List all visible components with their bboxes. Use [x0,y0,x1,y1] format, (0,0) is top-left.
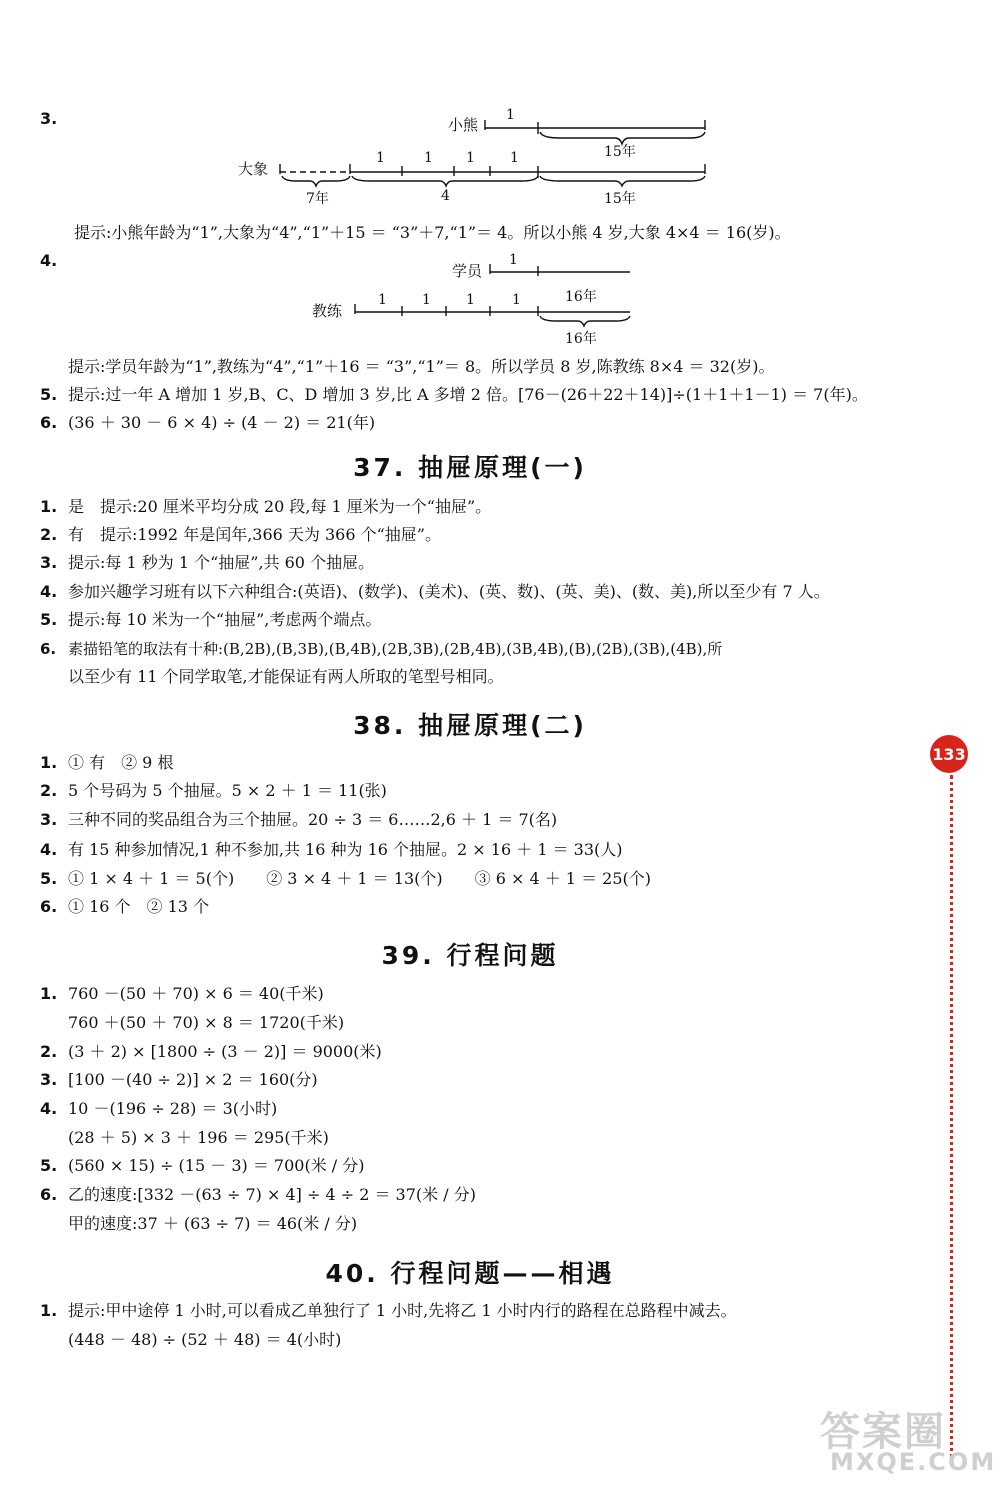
s38-item-6: 6. ① 16 个 ② 13 个 [40,897,210,916]
q3-seg-15-top: 15年 [604,144,636,160]
s39-item-4: 4. 10 －(196 ÷ 28) ＝ 3(小时) [40,1099,278,1118]
q3-daxiang-line [280,164,705,186]
q3-seg-1d: 1 [510,150,519,166]
q3-label-xiaoxiong: 小熊 [448,116,479,134]
s38-item-5: 5. ① 1 × 4 ＋ 1 ＝ 5(个) ② 3 × 4 ＋ 1 ＝ 13(个) ③ 6 × 4 ＋ 1 ＝ 25(个) [40,869,651,888]
q4-seg-16-top: 16年 [565,289,597,305]
q4-jiaolian-line [355,304,630,326]
q3-number: 3. [40,109,58,128]
s37-item-4: 4. 参加兴趣学习班有以下六种组合:(英语)、(数学)、(美术)、(英、数)、(英、美)、(数、美),所以至少有 7 人。 [40,582,830,601]
watermark-line2: MXQE.COM [830,1448,997,1476]
s37-item-6: 6. 素描铅笔的取法有十种:(B,2B),(B,3B),(B,4B),(2B,3B),(2B,4B),(3B,4B),(B),(2B),(3B),(4B),所 [40,640,723,658]
q3-seg-7: 7年 [306,191,329,207]
q4-number: 4. [40,251,58,270]
s37-item-6-cont: 以至少有 11 个同学取笔,才能保证有两人所取的笔型号相同。 [68,667,504,686]
s37-item-5: 5. 提示:每 10 米为一个“抽屉”,考虑两个端点。 [40,610,382,629]
q4-seg-16-bottom: 16年 [565,331,597,347]
q3-seg-1c: 1 [466,150,475,166]
q4-label-xueyuan: 学员 [452,262,483,280]
s37-item-3: 3. 提示:每 1 秒为 1 个“抽屉”,共 60 个抽屉。 [40,553,375,572]
s39-item-1-cont: 760 ＋(50 ＋ 70) × 8 ＝ 1720(千米) [68,1013,345,1032]
q3-seg-1b: 1 [424,150,433,166]
s39-item-4-cont: (28 ＋ 5) × 3 ＋ 196 ＝ 295(千米) [68,1128,329,1147]
section-40-title: 40. 行程问题——相遇 [325,1259,615,1288]
s39-item-3: 3. [100 －(40 ÷ 2)] × 2 ＝ 160(分) [40,1070,318,1089]
q3-hint: 提示:小熊年龄为“1”,大象为“4”,“1”＋15 ＝ “3”＋7,“1”＝ 4。所以小熊 4 岁,大象 4×4 ＝ 16(岁)。 [74,223,791,242]
q4-seg-1a: 1 [378,292,387,308]
watermark [820,1400,997,1480]
s40-item-1: 1. 提示:甲中途停 1 小时,可以看成乙单独行了 1 小时,先将乙 1 小时内行的路程在总路程中减去。 [40,1301,737,1320]
page-number-badge: 133 [930,735,968,773]
page-dotted-line [950,775,953,1465]
q3-seg-1a: 1 [376,150,385,166]
s39-item-2: 2. (3 ＋ 2) × [1800 ÷ (3 － 2)] ＝ 9000(米) [40,1042,382,1061]
watermark-line1: 答案圈 [820,1409,946,1455]
q4-label-jiaolian: 教练 [312,302,343,320]
q3-label-daxiang: 大象 [238,160,269,178]
q6-row: 6. (36 ＋ 30 － 6 × 4) ÷ (4 － 2) ＝ 21(年) [40,413,376,432]
s39-item-6-cont: 甲的速度:37 ＋ (63 ÷ 7) ＝ 46(米 / 分) [68,1214,358,1233]
section-37-title: 37. 抽屉原理(一) [353,453,587,482]
q4-seg-1b: 1 [422,292,431,308]
q3-seg-15-bottom: 15年 [604,191,636,207]
q4-seg-1-top: 1 [509,252,518,268]
s37-item-1: 1. 是 提示:20 厘米平均分成 20 段,每 1 厘米为一个“抽屉”。 [40,497,492,516]
s39-item-5: 5. (560 × 15) ÷ (15 － 3) ＝ 700(米 / 分) [40,1156,365,1175]
q3-seg-1-top: 1 [506,107,515,123]
s38-item-3: 3. 三种不同的奖品组合为三个抽屉。20 ÷ 3 ＝ 6……2,6 ＋ 1 ＝ 7(名) [40,810,558,829]
s39-item-1: 1. 760 －(50 ＋ 70) × 6 ＝ 40(千米) [40,984,324,1003]
s38-item-4: 4. 有 15 种参加情况,1 种不参加,共 16 种为 16 个抽屉。2 × 16 ＋ 1 ＝ 33(人) [40,840,623,859]
s39-item-6: 6. 乙的速度:[332 －(63 ÷ 7) × 4] ÷ 4 ÷ 2 ＝ 37(米 / 分) [40,1185,476,1204]
q4-hint: 提示:学员年龄为“1”,教练为“4”,“1”＋16 ＝ “3”,“1”＝ 8。所以学员 8 岁,陈教练 8×4 ＝ 32(岁)。 [68,357,775,376]
q3-xiaoxiong-line [485,120,705,144]
q5-row: 5. 提示:过一年 A 增加 1 岁,B、C、D 增加 3 岁,比 A 多增 2 倍。[76－(26＋22＋14)]÷(1＋1＋1－1) ＝ 7(年)。 [40,385,868,404]
s38-item-2: 2. 5 个号码为 5 个抽屉。5 × 2 ＋ 1 ＝ 11(张) [40,781,387,800]
s38-item-1: 1. ① 有 ② 9 根 [40,753,174,772]
s37-item-2: 2. 有 提示:1992 年是闰年,366 天为 366 个“抽屉”。 [40,525,441,544]
section-39-title: 39. 行程问题 [381,941,559,970]
q4-seg-1d: 1 [512,292,521,308]
section-38-title: 38. 抽屉原理(二) [353,711,587,740]
q3-seg-4: 4 [441,188,450,204]
s40-item-1-cont: (448 － 48) ÷ (52 ＋ 48) ＝ 4(小时) [68,1330,342,1349]
q4-seg-1c: 1 [466,292,475,308]
